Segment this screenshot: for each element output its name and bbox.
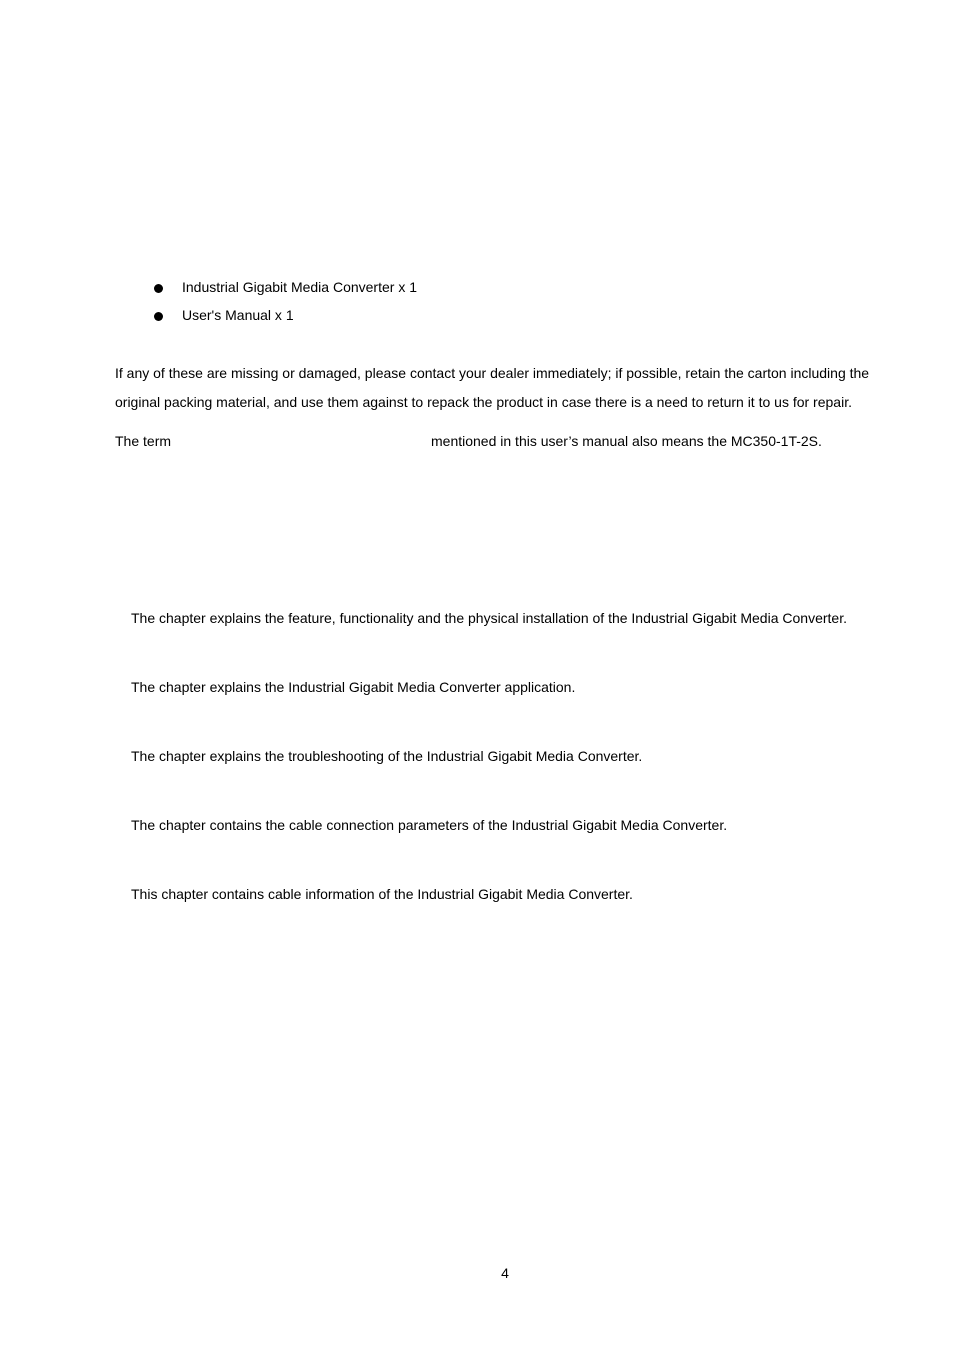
notice-line: If any of these are missing or damaged, please contact your dealer immediately; if possible, retain the carton including the: [115, 365, 870, 381]
chapter-description: The chapter explains the troubleshooting of the Industrial Gigabit Media Converter.: [131, 748, 643, 764]
term-note-suffix: mentioned in this user’s manual also means the MC350-1T-2S.: [431, 433, 822, 449]
bullet-icon: [154, 312, 163, 321]
page-number: 4: [501, 1265, 509, 1281]
term-note-prefix: The term: [115, 433, 172, 449]
package-item: Industrial Gigabit Media Converter x 1: [182, 279, 417, 295]
chapter-description: The chapter contains the cable connection parameters of the Industrial Gigabit Media Converter.: [131, 817, 728, 833]
chapter-description: The chapter explains the feature, functionality and the physical installation of the Industrial Gigabit Media Converter.: [131, 610, 847, 626]
chapter-description: This chapter contains cable information of the Industrial Gigabit Media Converter.: [131, 886, 633, 902]
bullet-icon: [154, 284, 163, 293]
package-item: User's Manual x 1: [182, 307, 294, 323]
notice-line: original packing material, and use them against to repack the product in case there is a need to return it to us for repair.: [115, 394, 852, 410]
chapter-description: The chapter explains the Industrial Gigabit Media Converter application.: [131, 679, 576, 695]
